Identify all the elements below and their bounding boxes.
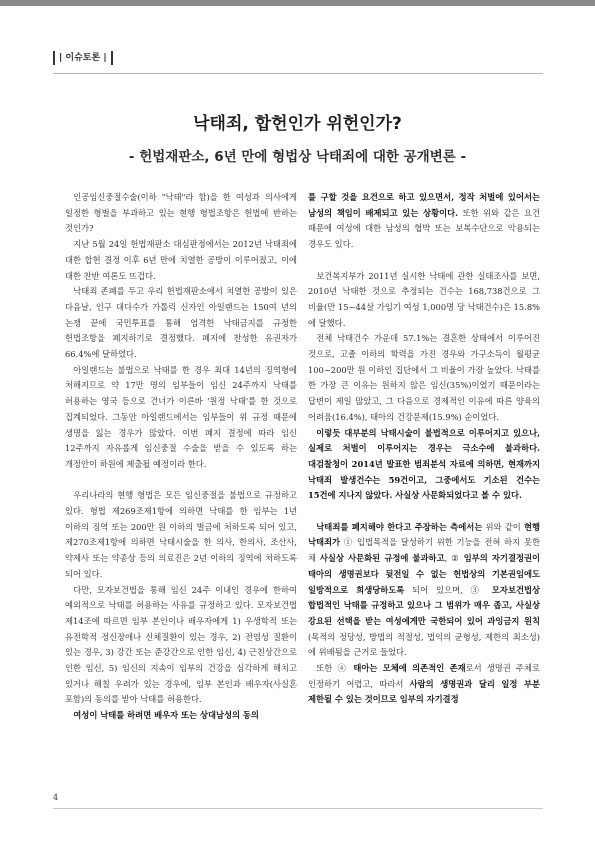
emphasis-text: 임부의 자기결정권이 태아의 생명권보다 뒷전일 수 없는 헌법상의 기본권임에도 일방적으로 희생당하도록 — [308, 553, 541, 595]
section-tag: | 이슈토론 | — [53, 51, 113, 65]
top-color-bar — [0, 0, 595, 6]
emphasis-text: 태아는 모체에 의존적인 존재 — [353, 663, 466, 674]
paragraph-text: (목적의 정당성, 방법의 적절성, 법익의 균형성, 제한의 최소성)에 위배됨을 근거로 들었다. — [308, 631, 540, 658]
emphasis-text: 모자보건법상 합법적인 낙태를 규정하고 있으나 그 범위가 매우 좁고, 사실상 강요된 선택을 받는 여성에게만 국한되어 있어 과잉금지 원칙 — [308, 584, 541, 626]
paragraph: 우리나라의 현행 형법은 모든 임신중절을 불법으로 규정하고 있다. 형법 제269조제1항에 의하면 낙태를 한 임부는 1년 이하의 징역 또는 200만 원 이하의 벌금에 처하도록 되어 있고, 제270조제1항에 의하면 낙태시술을 한 의사, 한의사, 조산사, 약제사 또는 약종상 등의 의료진은 2년 이하의 징역에 처하도록 되어 있다. — [65, 490, 297, 579]
paragraph-text: 또한 위와 같은 요건 때문에 여성에 대한 남성의 협박 또는 보복수단으로 악용되는 경우도 있다. — [308, 207, 541, 250]
emphasis-text: 여성이 낙태를 하려면 배우자 또는 상대남성의 동의 — [73, 710, 259, 721]
paragraph: 다만, 모자보건법을 통해 임신 24주 이내인 경우에 한하여 예외적으로 낙태를 허용하는 사유를 규정하고 있다. 모자보건법 제14조에 따르면 임부 본인이나 배우자에게 1) 우생학적 또는 유전학적 정신장애나 신체질환이 있는 경우, 2) 전염성 질환이 있는 경우, 3) 강간 또는 준강간으로 인한 임신, 4) 근친상간으로 인한 임신, 5) 임신의 지속이 임부의 건강을 심각하게 해치고 있거나 해칠 우려가 있는 경우에, 임부 본인과 배우자(사실혼 포함)의 동의를 받아 낙태를 허용한다. — [65, 584, 297, 705]
paragraph: 낙태죄 존폐를 두고 우리 헌법재판소에서 치열한 공방이 있은 다음날, 인구 대다수가 가톨릭 신자인 아일랜드는 150여 년의 논쟁 끝에 국민투표를 통해 엄격한 낙태금지를 규정한 헌법조항을 폐지하기로 결정했다. 폐지에 찬성한 유권자가 66.4%에 달하였다. — [65, 286, 297, 360]
emphasis-text: 사실상 사문화된 규정에 불과하고 — [319, 553, 445, 564]
emphasis-text: 를 구할 것을 요건으로 하고 있으면서, 정작 처벌에 있어서는 남성의 책임이 배제되고 있는 상황이다. — [308, 192, 540, 218]
paragraph-text: 위와 같이 — [482, 521, 524, 532]
paragraph — [65, 708, 297, 724]
emphasis-text: 사람의 생명권과 달리 일정 부분 제한될 수 있는 것이므로 임부의 자기결정 — [308, 678, 541, 705]
header-divider — [53, 73, 543, 74]
paragraph: 보건복지부가 2011년 실시한 낙태에 관한 실태조사를 보면, 2010년 낙태한 것으로 추정되는 건수는 168,738건으로 그 비율(만 15~44살 가임기 여성 1,000명 당 낙태건수)은 15.8%에 달했다. — [308, 270, 540, 328]
emphasis-text: 낙태죄를 폐지해야 한다고 주장하는 측에서는 — [316, 521, 483, 532]
paragraph: 지난 5월 24일 헌법재판소 대심판정에서는 2012년 낙태죄에 대한 합헌 결정 이후 6년 만에 치열한 공방이 이루어졌고, 이에 대한 찬반 여론도 뜨겁다. — [65, 239, 297, 281]
right-column — [308, 190, 540, 708]
page-number: 4 — [53, 793, 59, 802]
paragraph-text: , ② — [444, 553, 464, 564]
paragraph — [308, 661, 540, 708]
left-column — [65, 190, 297, 724]
paragraph: 아일랜드는 불법으로 낙태를 한 경우 최대 14년의 징역형에 처해지므로 약 17만 명의 임부들이 임신 24주까지 낙태를 허용하는 영국 등으로 건너가 이른바 '원정 낙태'를 한 것으로 집계되었다. 그동안 아일랜드에서는 임부들이 위 규정 때문에 생명을 잃는 경우가 많았다. 이번 폐지 결정에 따라 임신 12주까지 자유롭게 임신중절 수술을 받을 수 있도록 하는 개정안이 하원에 제출될 예정이라 한다. — [65, 364, 297, 469]
paragraph: 전체 낙태건수 가운데 57.1%는 결혼한 상태에서 이루어진 것으로, 고졸 이하의 학력을 가진 경우와 가구소득이 월평균 100~200만 원 이하인 집단에서 그 비율이 가장 높았다. 낙태를 한 가장 큰 이유는 원하지 않은 임신(35%)이었기 때문이라는 답변이 제일 많았고, 그 다음으로 경제적인 이유에 따른 양육의 어려움(16.4%), 태아의 건강문제(15.9%) 순이었다. — [308, 333, 540, 422]
paragraph-text: 되어 있으며, ③ — [404, 584, 492, 595]
paragraph-text: 로서 생명권 주체로 인정하기 어렵고, 따라서 — [308, 663, 540, 689]
paragraph — [308, 520, 540, 661]
paragraph: 인공임신중절수술(이하 "낙태"라 함)을 한 여성과 의사에게 일정한 형벌을 부과하고 있는 현행 형법조항은 헌법에 반하는 것인가? — [65, 192, 297, 234]
article-title: 낙태죄, 합헌인가 위헌인가? — [193, 114, 402, 134]
paragraph-text: ① 입법목적을 달성하기 위한 기능을 전혀 하지 못한 채 — [308, 537, 540, 564]
paragraph — [308, 190, 540, 253]
emphasis-text: 현행 낙태죄가 — [308, 521, 540, 548]
emphasis-text: 이렇듯 대부분의 낙태시술이 불법적으로 이루어지고 있으나, 실제로 처벌이 이루어지는 경우는 극소수에 불과하다. 대검찰청이 2014년 발표한 범죄분석 자료에 의하면, 현재까지 낙태죄 발생건수는 59건이고, 그중에서도 기소된 건수는 15건에 지나지 않았다. 사실상 사문화되었다고 볼 수 있다. — [308, 427, 540, 501]
article-subtitle: - 헌법재판소, 6년 만에 형법상 낙태죄에 대한 공개변론 - — [128, 149, 467, 165]
footer-divider — [53, 808, 543, 809]
paragraph-text: 또한 ④ — [316, 663, 354, 674]
paragraph — [308, 426, 540, 505]
